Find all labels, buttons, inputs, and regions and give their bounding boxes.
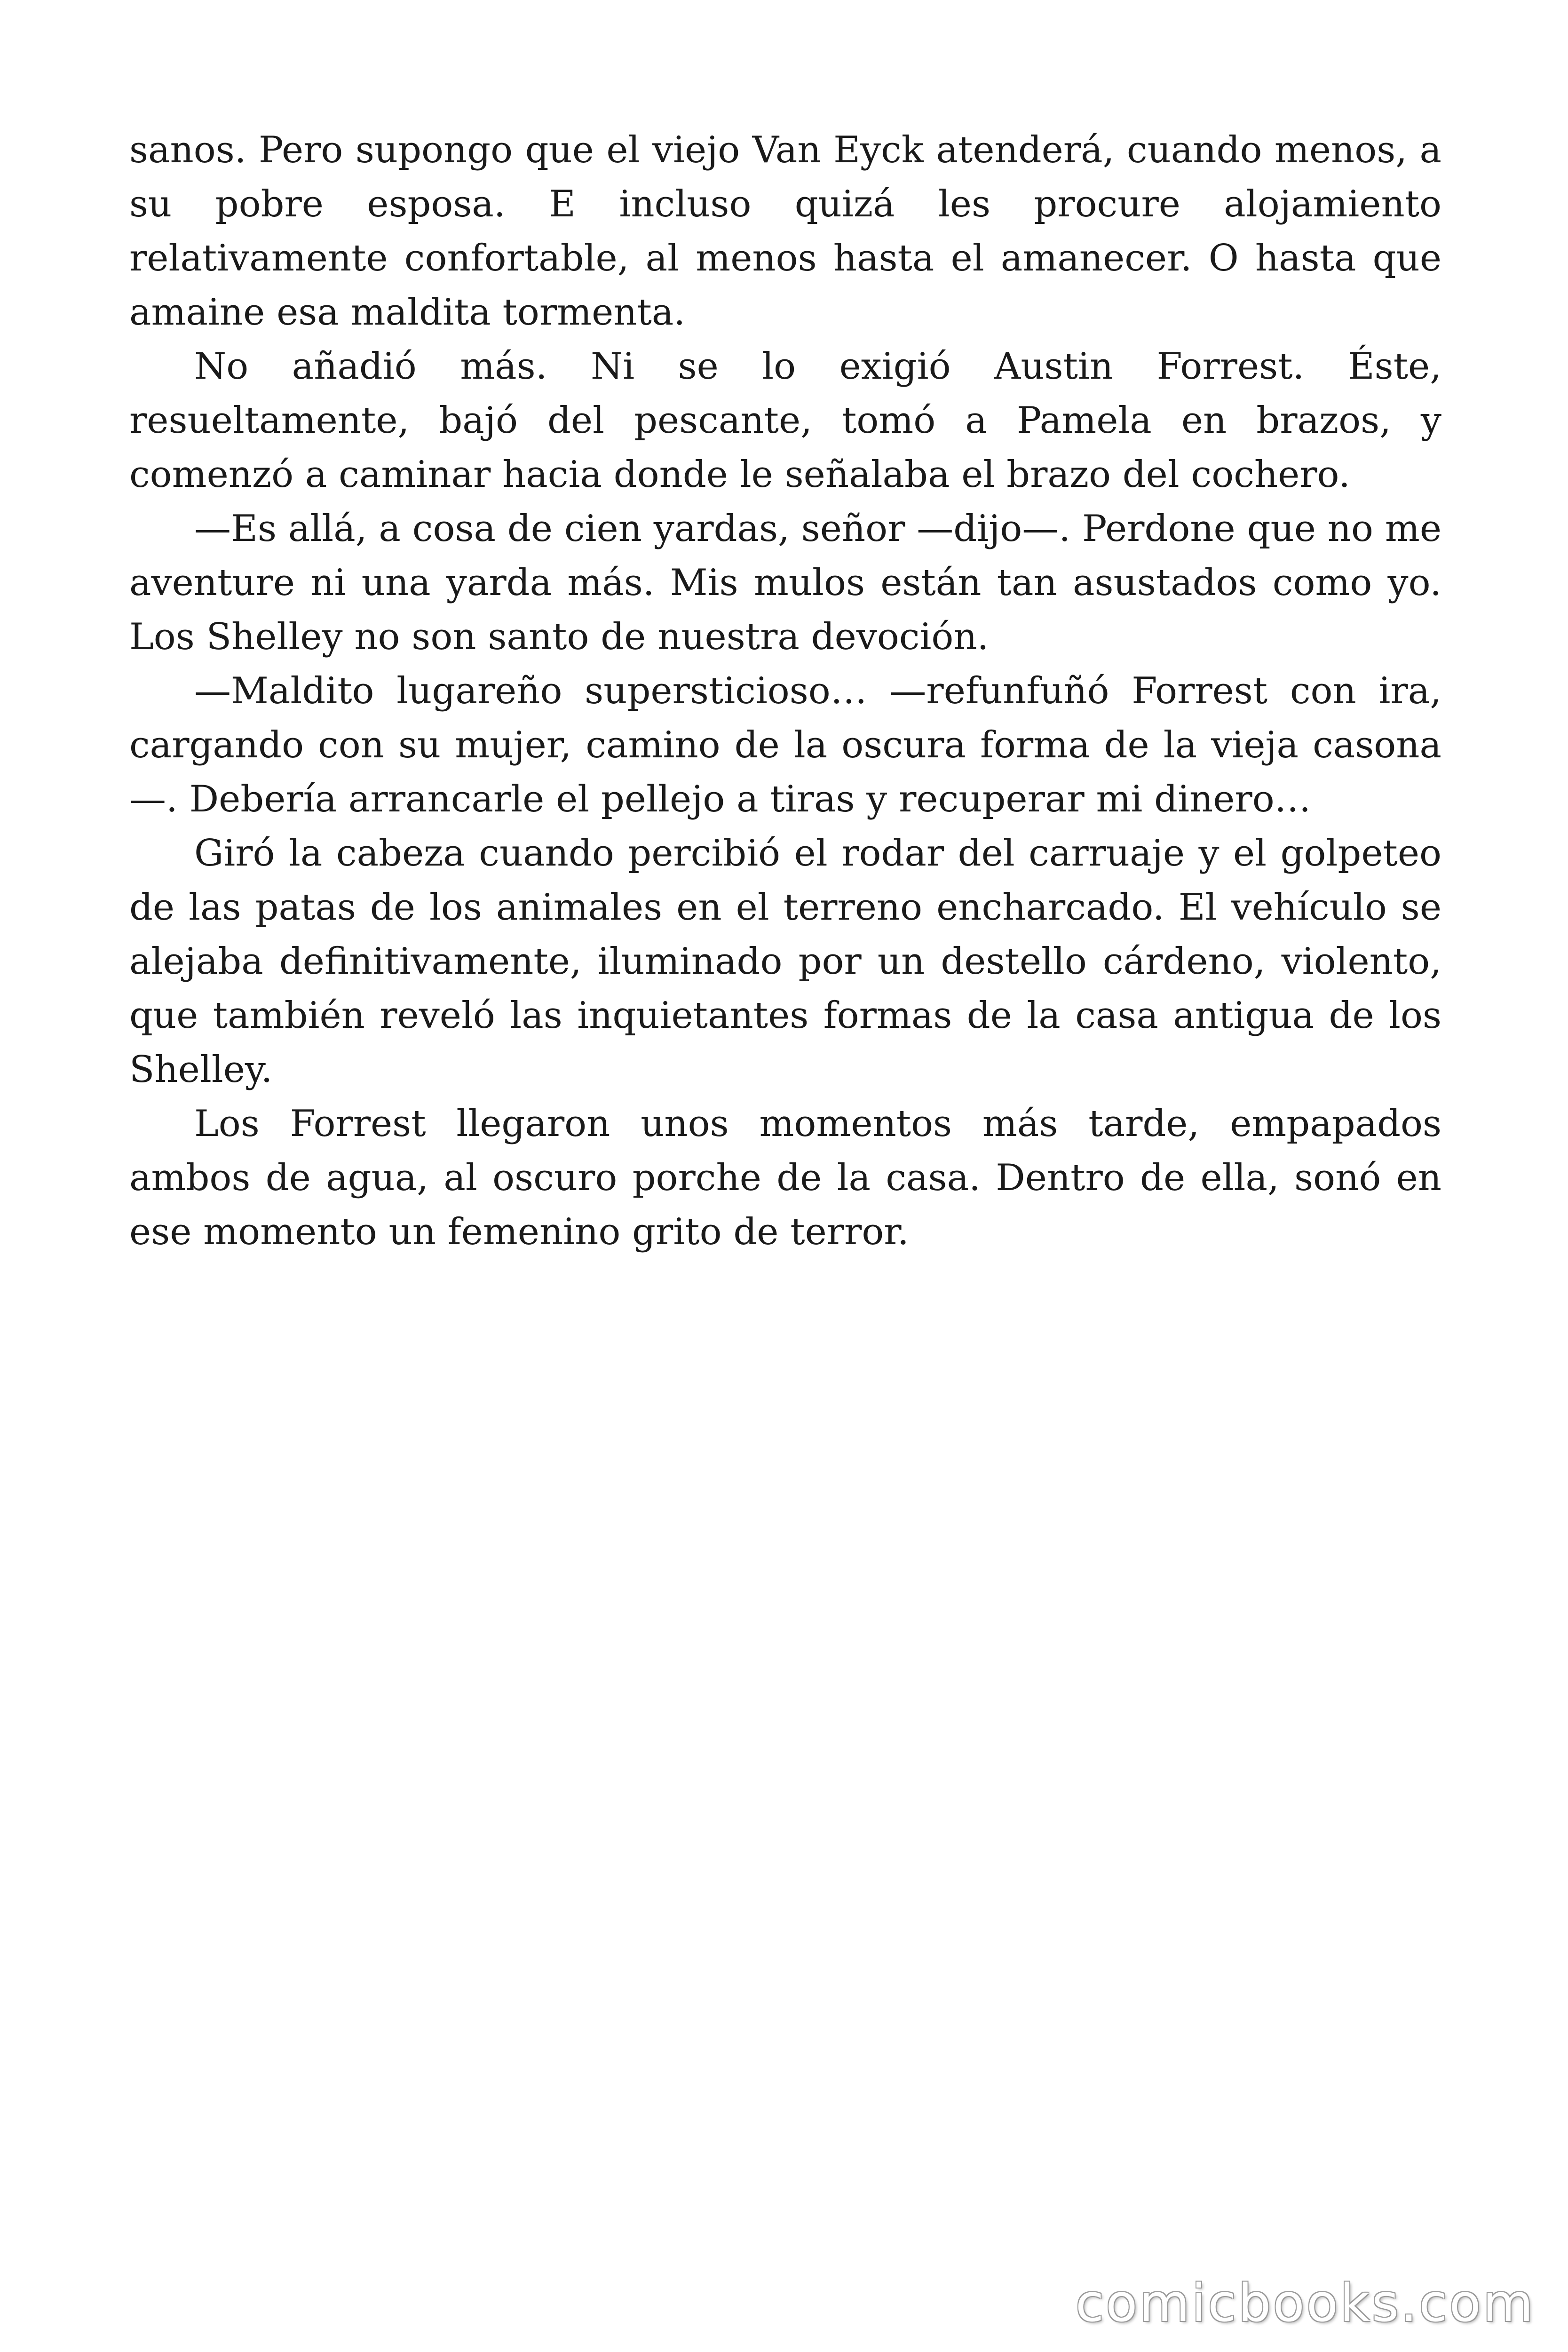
- watermark: comicbooks.com: [1075, 2273, 1535, 2333]
- paragraph: sanos. Pero supongo que el viejo Van Eyck atenderá, cuando menos, a su pobre esposa. E incluso quizá les procure alojamiento relativamente confortable, al menos hasta el amanecer. O hasta que amaine esa maldita tormenta.: [129, 129, 1441, 334]
- paragraph: Los Forrest llegaron unos momentos más tarde, empapados ambos de agua, al oscuro porche de la casa. Dentro de ella, sonó en ese momento un femenino grito de terror.: [129, 1103, 1441, 1253]
- body-text: [129, 123, 1441, 1259]
- paragraph: No añadió más. Ni se lo exigió Austin Forrest. Éste, resueltamente, bajó del pescante, tomó a Pamela en brazos, y comenzó a caminar hacia donde le señalaba el brazo del cochero.: [129, 345, 1441, 496]
- paragraph: Giró la cabeza cuando percibió el rodar del carruaje y el golpeteo de las patas de los animales en el terreno encharcado. El vehículo se alejaba definitivamente, iluminado por un destello cárdeno, violento, que también reveló las inquietantes formas de la casa antigua de los Shelley.: [129, 832, 1441, 1091]
- paragraph: —Maldito lugareño supersticioso… —refunfuñó Forrest con ira, cargando con su mujer, camino de la oscura forma de la vieja casona—. Debería arrancarle el pellejo a tiras y recuperar mi dinero…: [129, 670, 1441, 820]
- paragraph: —Es allá, a cosa de cien yardas, señor —dijo—. Perdone que no me aventure ni una yarda más. Mis mulos están tan asustados como yo. Los Shelley no son santo de nuestra devoción.: [129, 508, 1441, 658]
